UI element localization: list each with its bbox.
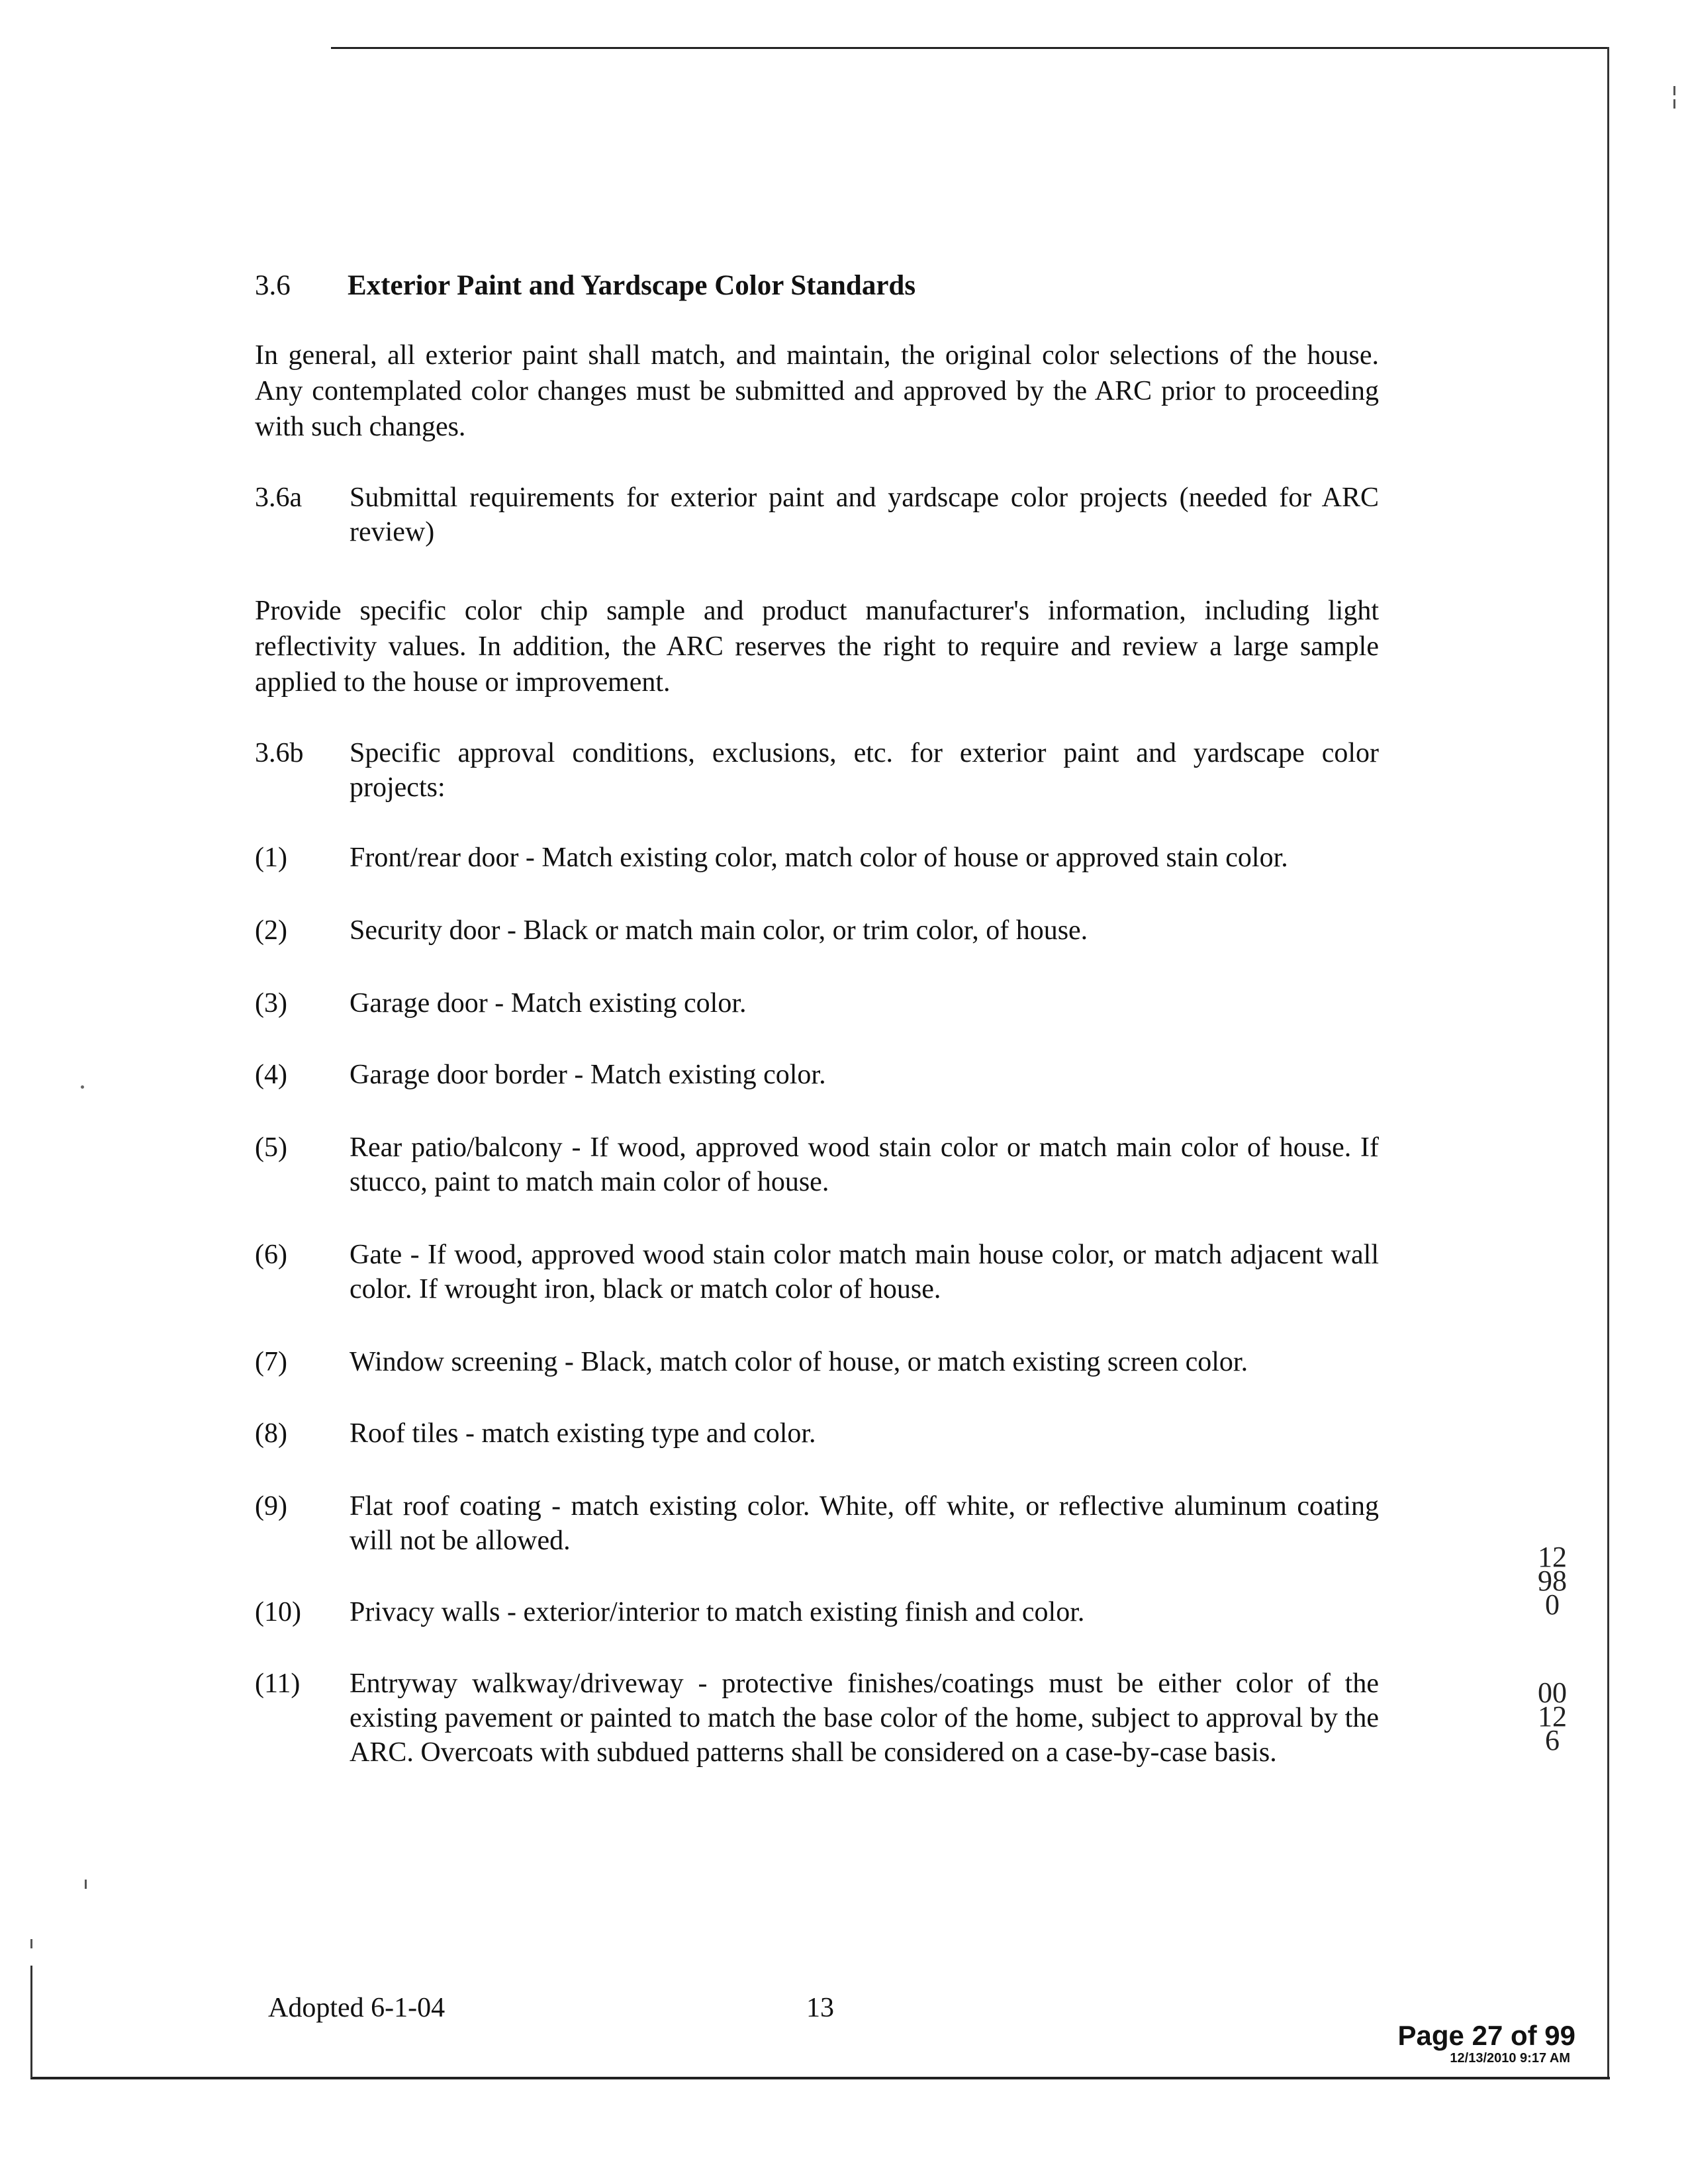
page-number: 13 xyxy=(806,1993,834,2023)
list-item-number: (7) xyxy=(255,1347,287,1377)
section-title: Exterior Paint and Yardscape Color Standards xyxy=(348,270,916,301)
list-item: Rear patio/balcony - If wood, approved wood stain color or match main color of house. If stucco, paint to match main color of house. xyxy=(350,1132,1379,1197)
scan-speck xyxy=(85,1880,87,1889)
top-rule xyxy=(331,47,1609,49)
list-item-number: (10) xyxy=(255,1597,301,1627)
adopted-date: Adopted 6-1-04 xyxy=(268,1993,445,2023)
scan-speck xyxy=(1673,99,1675,109)
vertical-code-part2: 00126 xyxy=(1538,1676,1567,1756)
list-item-number: (6) xyxy=(255,1240,287,1270)
right-rule xyxy=(1607,47,1609,2079)
list-item-number: (11) xyxy=(255,1668,301,1699)
list-item: Window screening - Black, match color of house, or match existing screen color. xyxy=(350,1347,1248,1377)
scan-speck xyxy=(81,1085,84,1089)
list-item-number: (4) xyxy=(255,1060,287,1090)
section-intro: In general, all exterior paint shall match, and maintain, the original color selections of the house. Any contemplated color changes must be submitted and approved by the ARC prior to proceeding with such changes. xyxy=(255,340,1379,442)
section-number: 3.6 xyxy=(255,270,291,301)
bottom-rule xyxy=(30,2077,1610,2079)
list-item-number: (5) xyxy=(255,1132,287,1163)
list-item: Garage door border - Match existing color. xyxy=(350,1060,826,1090)
list-item: Security door - Black or match main color, or trim color, of house. xyxy=(350,915,1088,946)
subsection-b-title: Specific approval conditions, exclusions, etc. for exterior paint and yardscape color projects: xyxy=(350,738,1379,803)
subsection-a-title: Submittal requirements for exterior paint and yardscape color projects (needed for ARC review) xyxy=(350,482,1379,547)
list-item-number: (8) xyxy=(255,1418,287,1449)
vertical-code-part1: 12980 xyxy=(1538,1541,1567,1621)
list-item-number: (3) xyxy=(255,988,287,1019)
list-item: Gate - If wood, approved wood stain color match main house color, or match adjacent wall color. If wrought iron, black or match color of house. xyxy=(350,1240,1379,1304)
section-heading xyxy=(255,269,915,303)
scan-speck xyxy=(30,1939,32,1948)
subsection-b-number: 3.6b xyxy=(255,738,304,768)
list-item-number: (1) xyxy=(255,842,287,873)
list-item: Roof tiles - match existing type and color. xyxy=(350,1418,816,1449)
page-count-label: Page 27 of 99 xyxy=(1397,2020,1575,2051)
list-item: Entryway walkway/driveway - protective finishes/coatings must be either color of the existing pavement or painted to match the base color of the home, subject to approval by the ARC. Overcoats with subdued patterns shall be considered on a case-by-case basis. xyxy=(350,1668,1379,1768)
list-item: Flat roof coating - match existing color. White, off white, or reflective aluminum coating will not be allowed. xyxy=(350,1491,1379,1556)
list-item: Privacy walls - exterior/interior to match existing finish and color. xyxy=(350,1597,1085,1627)
list-item: Front/rear door - Match existing color, match color of house or approved stain color. xyxy=(350,842,1288,873)
list-item-number: (9) xyxy=(255,1491,287,1522)
scan-speck xyxy=(1673,86,1675,95)
subsection-a-body: Provide specific color chip sample and product manufacturer's information, including light reflectivity values. In addition, the ARC reserves the right to require and review a large sample applied to the house or improvement. xyxy=(255,596,1379,698)
left-rule xyxy=(30,1966,32,2078)
list-item: Garage door - Match existing color. xyxy=(350,988,747,1019)
subsection-a-number: 3.6a xyxy=(255,482,303,513)
print-timestamp: 12/13/2010 9:17 AM xyxy=(1450,2051,1570,2066)
list-item-number: (2) xyxy=(255,915,287,946)
